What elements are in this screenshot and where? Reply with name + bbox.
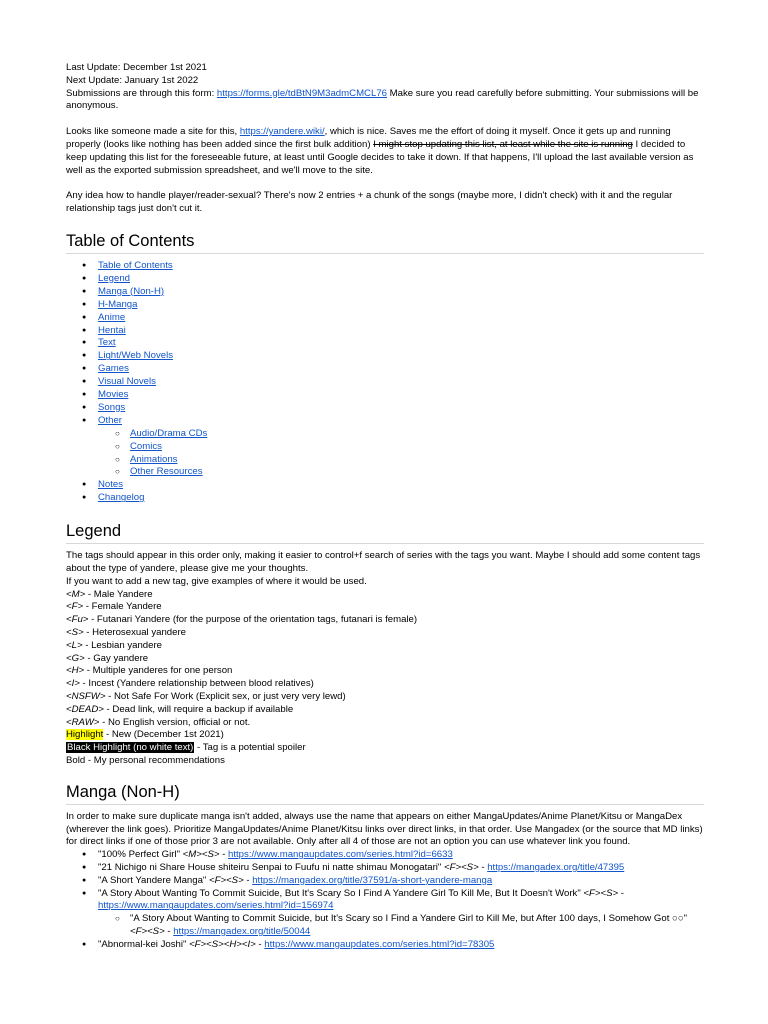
toc-link-songs[interactable]: Songs: [98, 401, 126, 413]
toc-item: [98, 402, 704, 415]
legend-tag-row: [66, 653, 704, 666]
tag-desc: - Lesbian yandere: [82, 639, 163, 651]
submissions-post: Make sure you read carefully before submitting. Your submissions will be anonymous.: [66, 87, 699, 112]
manga-link[interactable]: https://mangadex.org/title/37591/a-short-yandere-manga: [252, 874, 493, 886]
tag-code: <DEAD>: [66, 703, 104, 715]
legend-tag-row: [66, 678, 704, 691]
toc-link-notes[interactable]: Notes: [98, 479, 124, 491]
manga-link[interactable]: https://mangadex.org/title/50044: [173, 925, 311, 937]
site-post: I decided to keep updating this list for the foreseeable future, at least until Google decides to take it down. If that happens, I'll upload the last available version as well as the exported submission spreadsheet, and we'll move to the site.: [66, 138, 694, 176]
manga-entry: [98, 849, 704, 862]
manga-tags: <F><S>: [444, 861, 479, 873]
manga-entry: [98, 862, 704, 875]
manga-title: "A Story About Wanting To Commit Suicide, But It's Scary So I Find A Yandere Girl To Kill Me, But It Doesn't Work": [98, 887, 584, 899]
toc-item: [98, 479, 704, 492]
highlight-desc: - New (December 1st 2021): [103, 729, 224, 741]
manga-entry: [98, 875, 704, 888]
manga-sublist: [98, 913, 704, 939]
tag-desc: - Heterosexual yandere: [83, 626, 186, 638]
manga-entry: [98, 939, 704, 952]
toc-link-text[interactable]: Text: [98, 337, 116, 349]
manga-sep: -: [478, 861, 488, 873]
legend-intro-2: If you want to add a new tag, give examples of where it would be used.: [66, 575, 367, 587]
tag-code: <F>: [66, 601, 84, 613]
next-update: Next Update: January 1st 2022: [66, 74, 199, 86]
legend-tag-row: [66, 627, 704, 640]
manga-tags: <F><S>: [209, 874, 244, 886]
tag-desc: - Multiple yanderes for one person: [84, 665, 233, 677]
toc-item: [98, 299, 704, 312]
manga-sep: -: [243, 874, 253, 886]
black-highlight-swatch: Black Highlight (no white text): [67, 742, 194, 754]
manga-title: "100% Perfect Girl": [98, 849, 183, 861]
tag-desc: - Not Safe For Work (Explicit sex, or just very very lewd): [105, 690, 346, 702]
toc-link-movies[interactable]: Movies: [98, 389, 129, 401]
toc-item: [98, 376, 704, 389]
manga-title: "21 Nichigo ni Share House shiteiru Senpai to Fuufu ni natte shimau Monogatari": [98, 861, 444, 873]
toc-heading: Table of Contents: [66, 231, 704, 254]
toc-item: [98, 286, 704, 299]
tag-desc: - No English version, official or not.: [99, 716, 251, 728]
legend-intro: The tags should appear in this order only, making it easier to control+f search of series with the tags you want. Maybe I should add some content tags about the type of yandere, please give me your thoughts.: [66, 550, 701, 574]
manga-title: "Abnormal-kei Joshi": [98, 938, 190, 950]
document-page: [66, 62, 704, 952]
tag-desc: - Futanari Yandere (for the purpose of the orientation tags, futanari is female): [88, 614, 418, 626]
legend-black-row: [66, 742, 704, 755]
toc-subitem: [130, 466, 704, 479]
form-link[interactable]: https://forms.gle/tdBtN9M3admCMCL76: [216, 87, 387, 99]
site-link[interactable]: https://yandere.wiki/: [239, 126, 325, 138]
toc-link-animations[interactable]: Animations: [130, 453, 178, 465]
legend-heading: Legend: [66, 521, 704, 544]
legend-tag-row: [66, 589, 704, 602]
toc-link-hentai[interactable]: Hentai: [98, 324, 126, 336]
manga-entry: [98, 888, 704, 939]
toc-item: [98, 415, 704, 480]
tag-code: <S>: [66, 626, 84, 638]
tag-code: <L>: [66, 639, 83, 651]
legend-tag-row: [66, 640, 704, 653]
manga-link[interactable]: https://www.mangaupdates.com/series.html?id=6633: [228, 849, 453, 861]
toc-item: [98, 273, 704, 286]
tag-code: <G>: [66, 652, 85, 664]
toc-link-changelog[interactable]: Changelog: [98, 492, 145, 504]
toc-link-audio-drama[interactable]: Audio/Drama CDs: [130, 427, 208, 439]
manga-sub-entry: [130, 913, 704, 939]
tag-code: <NSFW>: [66, 690, 106, 702]
question-text: Any idea how to handle player/reader-sexual? There's now 2 entries + a chunk of the songs (maybe more, I didn't check) with it and the regular relationship tags just don't cut it.: [66, 190, 673, 215]
highlight-swatch: Highlight: [66, 729, 104, 741]
toc-link-h-manga[interactable]: H-Manga: [98, 298, 138, 310]
toc-link-games[interactable]: Games: [98, 363, 129, 375]
manga-tags: <F><S>: [130, 925, 165, 937]
tag-desc: - Female Yandere: [83, 601, 162, 613]
black-highlight-desc: - Tag is a potential spoiler: [194, 742, 306, 754]
tag-code: <M>: [66, 588, 86, 600]
toc-subitem: [130, 428, 704, 441]
toc-list: [66, 260, 704, 505]
site-mid: , which is nice. Saves me the effort of doing it myself. Once it gets up and running properly (looks like nothing has been added since the first bulk addition): [66, 126, 671, 150]
manga-tags: <F><S><H><I>: [189, 938, 256, 950]
tag-desc: - Incest (Yandere relationship between blood relatives): [79, 678, 314, 690]
toc-subitem: [130, 454, 704, 467]
toc-item: [98, 363, 704, 376]
manga-tags: <F><S>: [583, 887, 619, 899]
tag-code: <H>: [66, 665, 85, 677]
toc-link-comics[interactable]: Comics: [130, 440, 162, 452]
toc-item: [98, 337, 704, 350]
toc-item: [98, 350, 704, 363]
legend-tag-row: [66, 717, 704, 730]
manga-heading: Manga (Non-H): [66, 782, 704, 805]
toc-link-other-resources[interactable]: Other Resources: [130, 466, 203, 478]
submissions-text: [66, 88, 704, 114]
manga-link[interactable]: https://www.mangaupdates.com/series.html?id=78305: [264, 938, 495, 950]
manga-list: [66, 849, 704, 951]
toc-item: [98, 325, 704, 338]
toc-subitem: [130, 441, 704, 454]
submissions-pre: Submissions are through this form:: [66, 87, 217, 99]
manga-sep: -: [618, 887, 624, 899]
legend-tag-row: [66, 691, 704, 704]
legend-tag-row: [66, 704, 704, 717]
last-update: Last Update: December 1st 2021: [66, 62, 207, 73]
tag-desc: - Gay yandere: [84, 652, 149, 664]
legend-tag-row: [66, 601, 704, 614]
manga-title: "A Story About Wanting to Commit Suicide, but It's Scary so I Find a Yandere Girl to Kill Me, but After 100 days, I Somehow Got ○○": [130, 913, 688, 925]
toc-link-other[interactable]: Other: [98, 414, 122, 426]
tag-code: <Fu>: [66, 614, 89, 626]
legend-tag-row: [66, 614, 704, 627]
tag-desc: - Dead link, will require a backup if available: [103, 703, 294, 715]
toc-sublist: [98, 428, 704, 480]
manga-sep: -: [255, 938, 265, 950]
toc-link-legend[interactable]: Legend: [98, 272, 131, 284]
legend-bold-row: Bold - My personal recommendations: [66, 754, 225, 766]
legend-highlight-row: [66, 729, 704, 742]
toc-link-anime[interactable]: Anime: [98, 311, 126, 323]
manga-sep: -: [219, 849, 229, 861]
toc-link-visual-novels[interactable]: Visual Novels: [98, 376, 156, 388]
manga-sep: -: [164, 925, 174, 937]
tag-desc: - Male Yandere: [85, 588, 153, 600]
toc-item: [98, 389, 704, 402]
manga-intro: In order to make sure duplicate manga isn't added, always use the name that appears on either MangaUpdates/Anime Planet/Kitsu or MangaDex (wherever the link goes). Prioritize MangaUpdates/Anime Planet/Kitsu links over direct links, in that order. Use Mangadex (or the source that MD links) for direct links if one of those prior 3 are not available. Only after all 4 of those are not an option you can use whatever link you found.: [66, 810, 703, 848]
manga-link[interactable]: https://mangadex.org/title/47395: [487, 861, 625, 873]
toc-link-table-of-contents[interactable]: Table of Contents: [98, 259, 173, 271]
legend-tag-row: [66, 665, 704, 678]
toc-link-manga[interactable]: Manga (Non-H): [98, 285, 165, 297]
legend-tag-list: [66, 589, 704, 730]
manga-tags: <M><S>: [182, 849, 220, 861]
manga-title: "A Short Yandere Manga": [98, 874, 209, 886]
tag-code: <RAW>: [66, 716, 100, 728]
tag-code: <I>: [66, 678, 80, 690]
site-text: [66, 126, 704, 177]
site-strike: I might stop updating this list, at least while the site is running: [373, 138, 633, 150]
toc-item: [98, 312, 704, 325]
toc-link-light-web-novels[interactable]: Light/Web Novels: [98, 350, 174, 362]
toc-item: [98, 492, 704, 505]
toc-item: [98, 260, 704, 273]
manga-link[interactable]: https://www.mangaupdates.com/series.html?id=156974: [98, 900, 334, 912]
site-pre: Looks like someone made a site for this,: [66, 126, 240, 138]
